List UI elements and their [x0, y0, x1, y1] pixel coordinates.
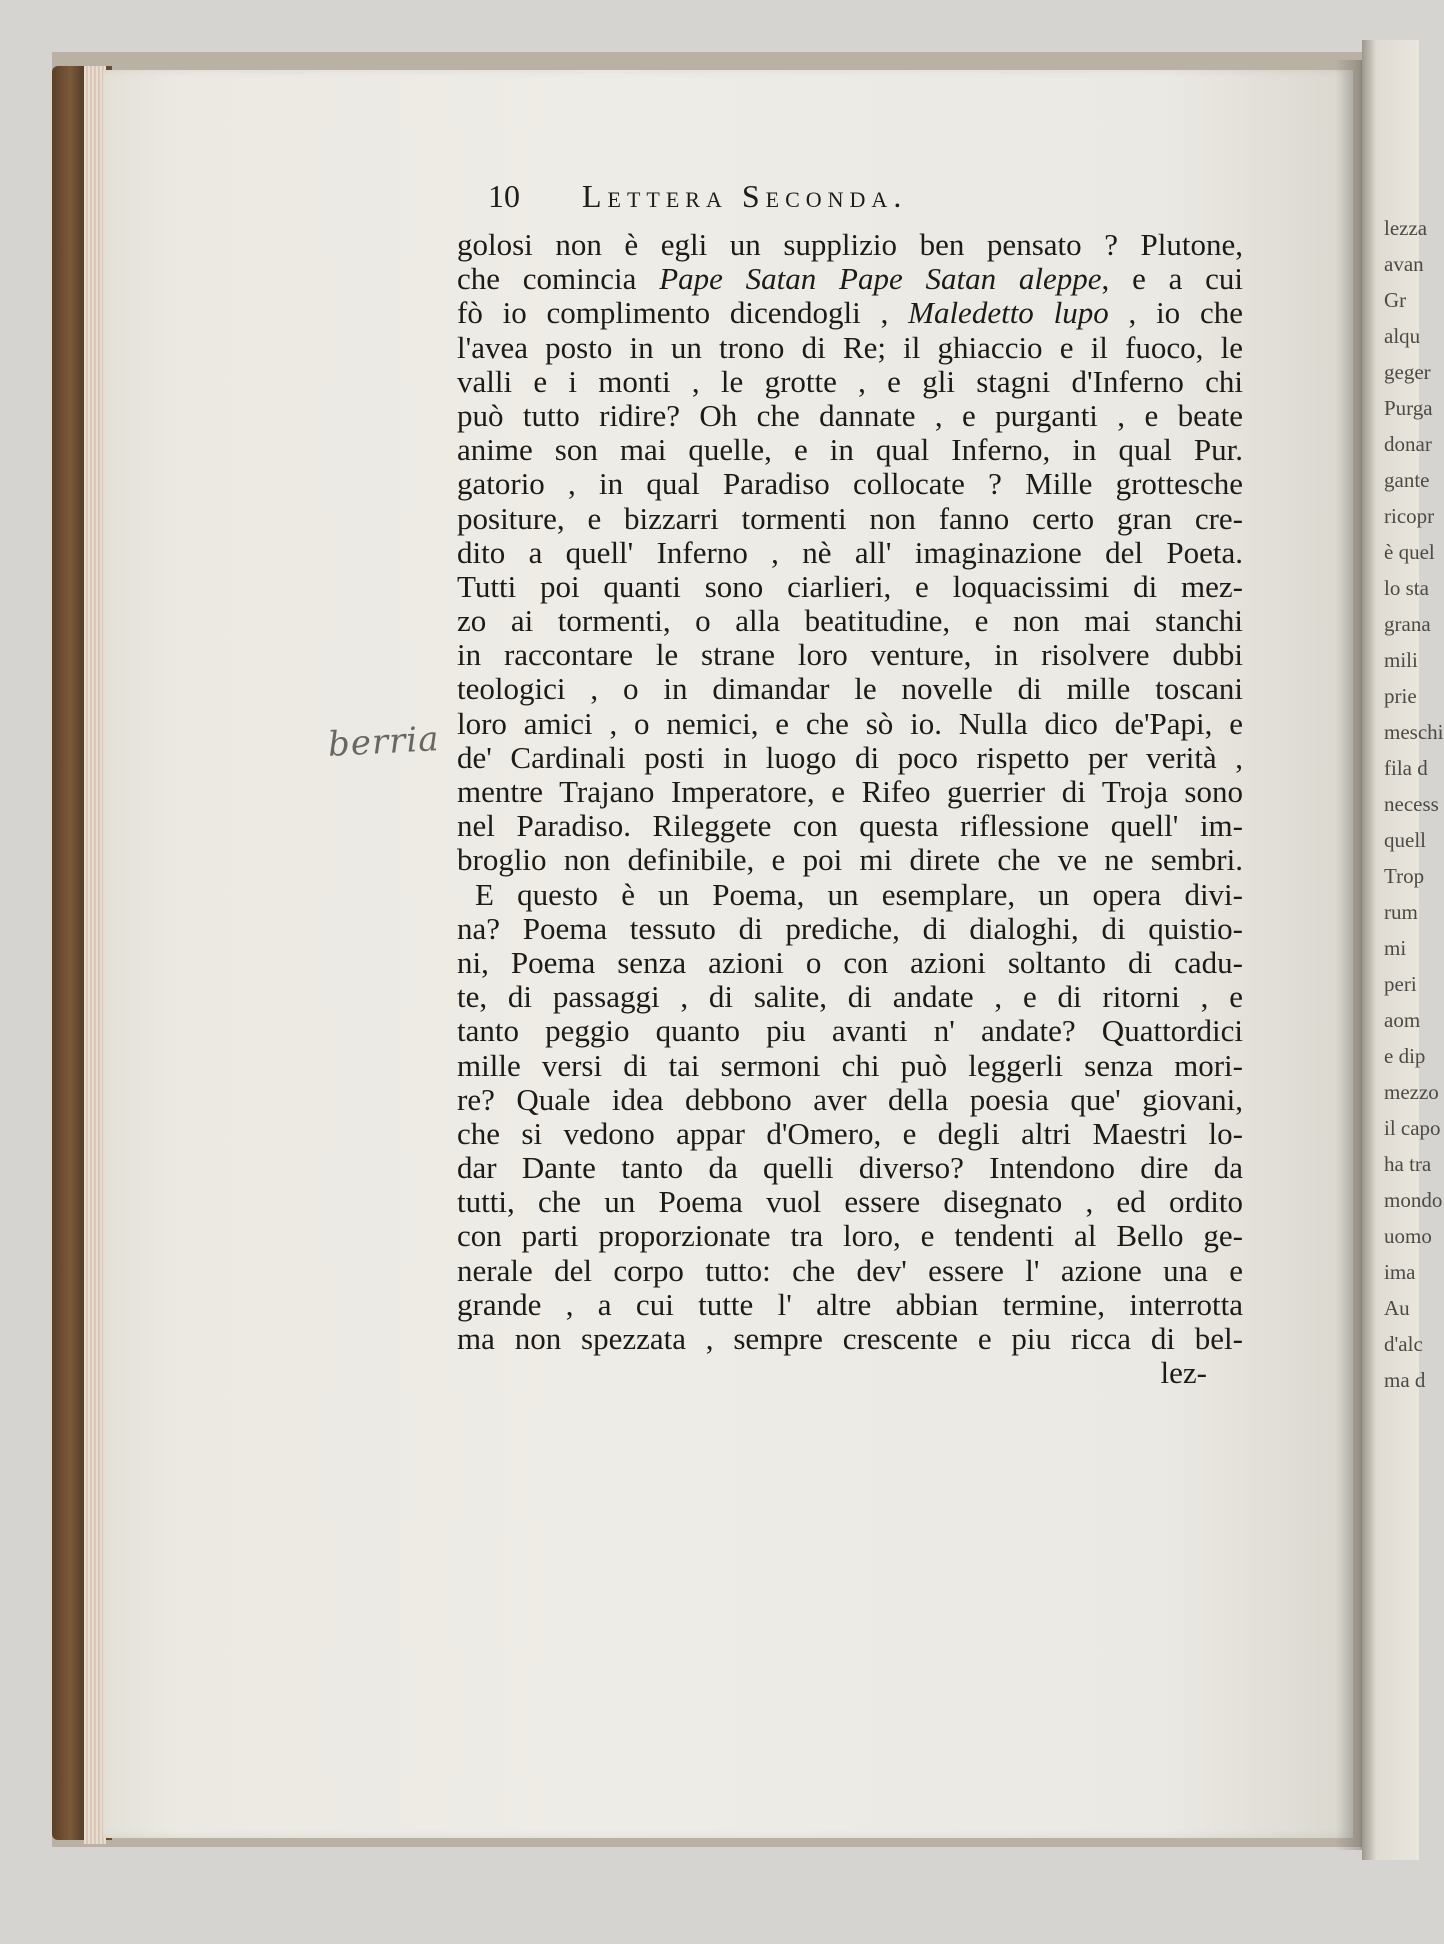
page-number: 10: [488, 178, 520, 214]
text-line: fò io complimento dicendogli , Maledetto lupo , io che: [457, 295, 1243, 331]
right-page-line: ha tra: [1384, 1152, 1432, 1176]
handwritten-margin-note: berria: [327, 719, 441, 765]
right-page-line: avan: [1384, 252, 1424, 276]
running-title: Lettera Seconda.: [582, 178, 908, 214]
right-page-line: mondo: [1384, 1188, 1443, 1212]
right-page-line: uomo: [1384, 1224, 1432, 1248]
text-line: dar Dante tanto da quelli diverso? Intendono dire da: [457, 1150, 1243, 1186]
text-line: che si vedono appar d'Omero, e degli altri Maestri lo-: [457, 1115, 1243, 1151]
right-page-fragment: [1362, 40, 1444, 1860]
catchword: lez-: [1160, 1355, 1207, 1391]
text-line: golosi non è egli un supplizio ben pensato ? Plutone,: [457, 227, 1243, 262]
text-line: con parti proporzionate tra loro, e tendenti al Bello ge-: [457, 1218, 1243, 1254]
body-text: [457, 228, 1243, 1390]
text-line: E questo è un Poema, un esemplare, un opera divi-: [475, 876, 1243, 912]
text-line: che comincia Pape Satan Pape Satan aleppe, e a cui: [457, 261, 1244, 297]
text-line: valli e i monti , le grotte , e gli stagni d'Inferno chi: [457, 363, 1243, 399]
text-line: mentre Trajano Imperatore, e Rifeo guerrier di Troja sono: [457, 774, 1243, 809]
text-line: grande , a cui tutte l' altre abbian termine, interrotta: [457, 1286, 1243, 1322]
text-line: Tutti poi quanti sono ciarlieri, e loquacissimi di mez-: [457, 568, 1243, 604]
right-page-line: mi: [1384, 936, 1407, 960]
right-page-line: meschi: [1384, 720, 1444, 744]
right-page-line: Purga: [1384, 396, 1433, 420]
right-page-line: quell: [1384, 828, 1426, 852]
right-page-line: è quel: [1384, 540, 1435, 564]
right-page-line: Trop: [1384, 864, 1425, 888]
text-line: l'avea posto in un trono di Re; il ghiaccio e il fuoco, le: [457, 329, 1243, 365]
right-page-line: lo sta: [1384, 576, 1429, 600]
text-line: anime son mai quelle, e in qual Inferno, in qual Pur.: [457, 432, 1243, 468]
text-line: na? Poema tessuto di prediche, di dialoghi, di quistio-: [457, 910, 1243, 946]
text-line: positure, e bizzarri tormenti non fanno certo gran cre-: [457, 500, 1243, 536]
text-line: nerale del corpo tutto: che dev' essere l' azione una e: [457, 1252, 1243, 1288]
right-page-line: fila d: [1384, 756, 1428, 780]
right-page-line: ma d: [1384, 1368, 1426, 1392]
right-page-line: mezzo: [1384, 1080, 1439, 1104]
right-page-line: il capo: [1384, 1116, 1441, 1140]
text-line: tutti, che un Poema vuol essere disegnato , ed ordito: [457, 1184, 1243, 1220]
text-line: broglio non definibile, e poi mi direte che ve ne sembri.: [457, 842, 1243, 878]
right-page-line: Au: [1384, 1296, 1410, 1320]
right-page-line: donar: [1384, 432, 1432, 456]
text-line: in raccontare le strane loro venture, in risolvere dubbi: [457, 637, 1243, 673]
gutter-shadow: [1335, 60, 1365, 1850]
right-page-line: rum: [1384, 900, 1418, 924]
right-page-line: aom: [1384, 1008, 1421, 1032]
text-line: zo ai tormenti, o alla beatitudine, e non mai stanchi: [457, 603, 1243, 639]
text-line: ni, Poema senza azioni o con azioni soltanto di cadu-: [457, 944, 1243, 980]
text-line: ma non spezzata , sempre crescente e piu ricca di bel-: [457, 1321, 1243, 1356]
text-line: gatorio , in qual Paradiso collocate ? Mille grottesche: [457, 466, 1243, 502]
page-header: [488, 178, 1244, 224]
text-line: loro amici , o nemici, e che sò io. Nulla dico de'Papi, e: [457, 705, 1243, 741]
right-page-line: lezza: [1384, 216, 1428, 240]
right-page-line: ima: [1384, 1260, 1416, 1284]
right-page-line: grana: [1384, 612, 1431, 636]
right-page-line: d'alc: [1384, 1332, 1423, 1356]
text-line: dito a quell' Inferno , nè all' imaginazione del Poeta.: [457, 534, 1243, 570]
right-page-line: geger: [1384, 360, 1431, 384]
text-line: te, di passaggi , di salite, di andate , e di ritorni , e: [457, 979, 1243, 1015]
right-page-line: mili: [1384, 648, 1418, 672]
text-line: mille versi di tai sermoni chi può leggerli senza mori-: [457, 1047, 1243, 1083]
text-line: può tutto ridire? Oh che dannate , e purganti , e beate: [457, 397, 1243, 433]
text-line: tanto peggio quanto piu avanti n' andate? Quattordici: [457, 1013, 1243, 1049]
right-page-line: ricopr: [1384, 504, 1435, 528]
text-line: de' Cardinali posti in luogo di poco rispetto per verità ,: [457, 739, 1243, 775]
right-page-line: Gr: [1384, 288, 1407, 312]
right-page-line: gante: [1384, 468, 1430, 492]
right-page-line: necess: [1384, 792, 1439, 816]
text-line: teologici , o in dimandar le novelle di mille toscani: [457, 671, 1243, 707]
right-page-line: alqu: [1384, 324, 1421, 348]
right-page-line: e dip: [1384, 1044, 1426, 1068]
right-page-line: peri: [1384, 972, 1417, 996]
text-line: nel Paradiso. Rileggete con questa riflessione quell' im-: [457, 808, 1243, 844]
text-line: re? Quale idea debbono aver della poesia que' giovani,: [457, 1081, 1243, 1117]
right-page-text: [1384, 210, 1444, 1398]
right-page-line: prie: [1384, 684, 1417, 708]
